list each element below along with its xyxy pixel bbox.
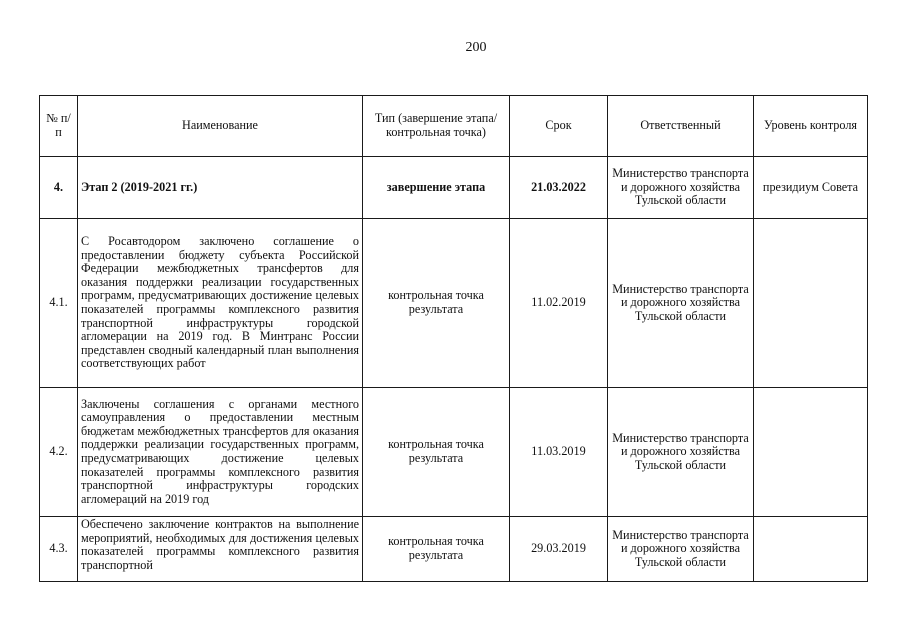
table-row (40, 517, 868, 582)
row-name: С Росавтодором заключено соглашение о предоставлении бюджету субъекта Российской Федерации межбюджетных трансфертов для оказания поддержки реализации государственных программ, предусматривающих достижение целевых показателей программы комплексного развития транспортной инфраструктуры городской агломерации на 2019 год. В Минтранс России представлен сводный календарный план выполнения соответствующих работ (78, 219, 363, 388)
row-control (754, 219, 868, 388)
header-control: Уровень контроля (754, 96, 868, 157)
row-responsible: Министерство транспорта и дорожного хозяйства Тульской области (608, 388, 754, 517)
row-type: завершение этапа (363, 157, 510, 219)
header-deadline: Срок (510, 96, 608, 157)
row-num: 4. (40, 157, 78, 219)
row-name: Обеспечено заключение контрактов на выполнение мероприятий, необходимых для достижения целевых показателей программы комплексного развития транспортной (81, 518, 359, 572)
row-num: 4.2. (40, 388, 78, 517)
row-responsible: Министерство транспорта и дорожного хозяйства Тульской области (608, 157, 754, 219)
header-type: Тип (завершение этапа/контрольная точка) (363, 96, 510, 157)
row-deadline: 29.03.2019 (510, 517, 608, 582)
row-type: контрольная точка результата (363, 517, 510, 582)
table-row (40, 388, 868, 517)
table-header-row (40, 96, 868, 157)
header-name: Наименование (78, 96, 363, 157)
row-deadline: 11.03.2019 (510, 388, 608, 517)
header-responsible: Ответственный (608, 96, 754, 157)
row-control: президиум Совета (754, 157, 868, 219)
row-deadline: 11.02.2019 (510, 219, 608, 388)
row-name-cell (78, 517, 363, 582)
row-responsible: Министерство транспорта и дорожного хозяйства Тульской области (608, 517, 754, 582)
row-name: Этап 2 (2019-2021 гг.) (78, 157, 363, 219)
row-responsible: Министерство транспорта и дорожного хозяйства Тульской области (608, 219, 754, 388)
row-deadline: 21.03.2022 (510, 157, 608, 219)
table-row (40, 219, 868, 388)
control-points-table (39, 95, 868, 582)
header-num: № п/п (40, 96, 78, 157)
row-num: 4.1. (40, 219, 78, 388)
row-name: Заключены соглашения с органами местного самоуправления о предоставлении местным бюджетам межбюджетных трансфертов для оказания поддержки реализации государственных программ, предусматривающих достижение целевых показателей программы комплексного развития транспортной инфраструктуры городских агломераций на 2019 год (78, 388, 363, 517)
row-control (754, 388, 868, 517)
page-number: 200 (465, 40, 487, 55)
row-type: контрольная точка результата (363, 219, 510, 388)
row-control (754, 517, 868, 582)
row-num: 4.3. (40, 517, 78, 582)
table-row (40, 157, 868, 219)
row-type: контрольная точка результата (363, 388, 510, 517)
